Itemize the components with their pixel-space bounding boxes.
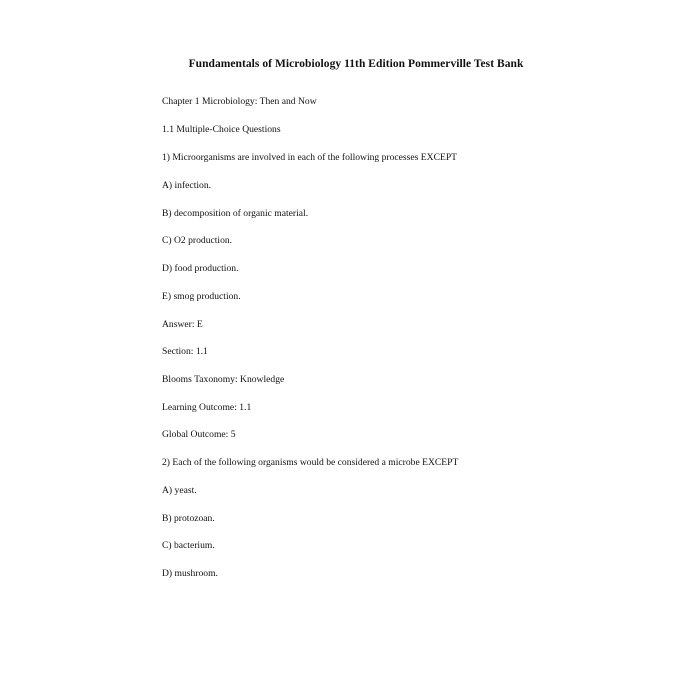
question-1-text: 1) Microorganisms are involved in each of the following processes EXCEPT: [162, 152, 458, 163]
question-2-option-d: D) mushroom.: [162, 568, 218, 579]
section-heading: 1.1 Multiple-Choice Questions: [162, 124, 281, 135]
question-1-option-e: E) smog production.: [162, 291, 241, 302]
question-1-section: Section: 1.1: [162, 346, 208, 357]
question-2-option-a: A) yeast.: [162, 485, 197, 496]
question-1-option-d: D) food production.: [162, 263, 239, 274]
question-1-learning-outcome: Learning Outcome: 1.1: [162, 402, 252, 413]
question-1-global-outcome: Global Outcome: 5: [162, 429, 236, 440]
question-1-answer: Answer: E: [162, 319, 203, 330]
document-title: Fundamentals of Microbiology 11th Edition Pommerville Test Bank: [188, 58, 524, 70]
question-2-text: 2) Each of the following organisms would be considered a microbe EXCEPT: [162, 457, 459, 468]
question-1-option-b: B) decomposition of organic material.: [162, 208, 309, 219]
chapter-heading: Chapter 1 Microbiology: Then and Now: [162, 96, 317, 107]
question-2-option-b: B) protozoan.: [162, 513, 215, 524]
question-2-option-c: C) bacterium.: [162, 540, 215, 551]
question-1-blooms-taxonomy: Blooms Taxonomy: Knowledge: [162, 374, 285, 385]
question-1-option-a: A) infection.: [162, 180, 212, 191]
question-1-option-c: C) O2 production.: [162, 235, 233, 246]
